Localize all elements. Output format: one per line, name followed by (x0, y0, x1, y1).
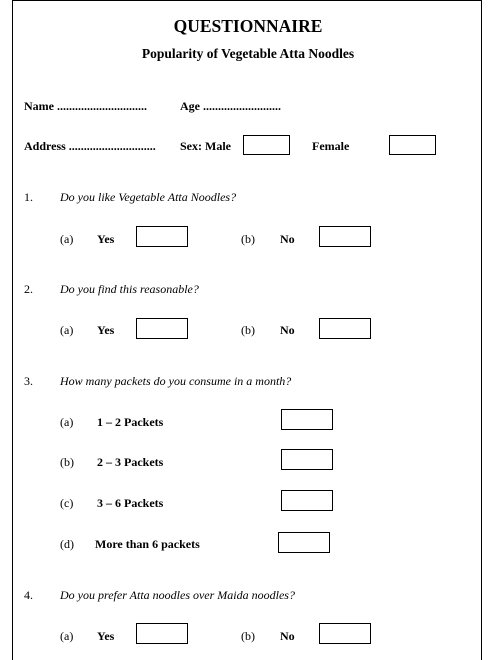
q4-yes-checkbox[interactable] (136, 623, 188, 644)
page-title: QUESTIONNAIRE (173, 16, 323, 36)
q4-option-a-letter: (a) (60, 629, 74, 643)
name-field-label: Name .............................. (24, 99, 147, 113)
question-2-number: 2. (24, 282, 33, 296)
age-field-label: Age .......................... (180, 99, 281, 113)
female-checkbox[interactable] (389, 135, 436, 155)
question-2-text: Do you find this reasonable? (60, 282, 199, 296)
q1-option-b-letter: (b) (241, 232, 255, 246)
q1-option-b-label: No (280, 232, 295, 246)
q3-option-c-checkbox[interactable] (281, 490, 333, 511)
q1-no-checkbox[interactable] (319, 226, 371, 247)
q3-option-d-letter: (d) (60, 537, 74, 551)
q3-option-a-checkbox[interactable] (281, 409, 333, 430)
sex-male-label: Sex: Male (180, 139, 231, 153)
q3-option-c-letter: (c) (60, 496, 74, 510)
q3-option-a-label: 1 – 2 Packets (97, 415, 164, 429)
q3-option-b-label: 2 – 3 Packets (97, 455, 164, 469)
q1-option-a-letter: (a) (60, 232, 74, 246)
q4-option-b-label: No (280, 629, 295, 643)
q2-yes-checkbox[interactable] (136, 318, 188, 339)
q3-option-d-label: More than 6 packets (95, 537, 200, 551)
q1-yes-checkbox[interactable] (136, 226, 188, 247)
page-subtitle: Popularity of Vegetable Atta Noodles (141, 46, 355, 61)
q4-option-b-letter: (b) (241, 629, 255, 643)
q2-option-a-letter: (a) (60, 323, 74, 337)
q2-no-checkbox[interactable] (319, 318, 371, 339)
question-1-text: Do you like Vegetable Atta Noodles? (60, 190, 237, 204)
question-3-number: 3. (24, 374, 33, 388)
q2-option-a-label: Yes (97, 323, 115, 337)
q2-option-b-letter: (b) (241, 323, 255, 337)
q3-option-d-checkbox[interactable] (278, 532, 330, 553)
q3-option-b-checkbox[interactable] (281, 449, 333, 470)
male-checkbox[interactable] (243, 135, 290, 155)
q3-option-c-label: 3 – 6 Packets (97, 496, 164, 510)
question-4-text: Do you prefer Atta noodles over Maida noodles? (60, 588, 295, 602)
female-label: Female (312, 139, 350, 153)
question-4-number: 4. (24, 588, 33, 602)
q4-option-a-label: Yes (97, 629, 115, 643)
question-1-number: 1. (24, 190, 33, 204)
q1-option-a-label: Yes (97, 232, 115, 246)
q3-option-a-letter: (a) (60, 415, 74, 429)
address-field-label: Address ............................. (24, 139, 156, 153)
q4-no-checkbox[interactable] (319, 623, 371, 644)
q3-option-b-letter: (b) (60, 455, 74, 469)
q2-option-b-label: No (280, 323, 295, 337)
question-3-text: How many packets do you consume in a month? (60, 374, 292, 388)
